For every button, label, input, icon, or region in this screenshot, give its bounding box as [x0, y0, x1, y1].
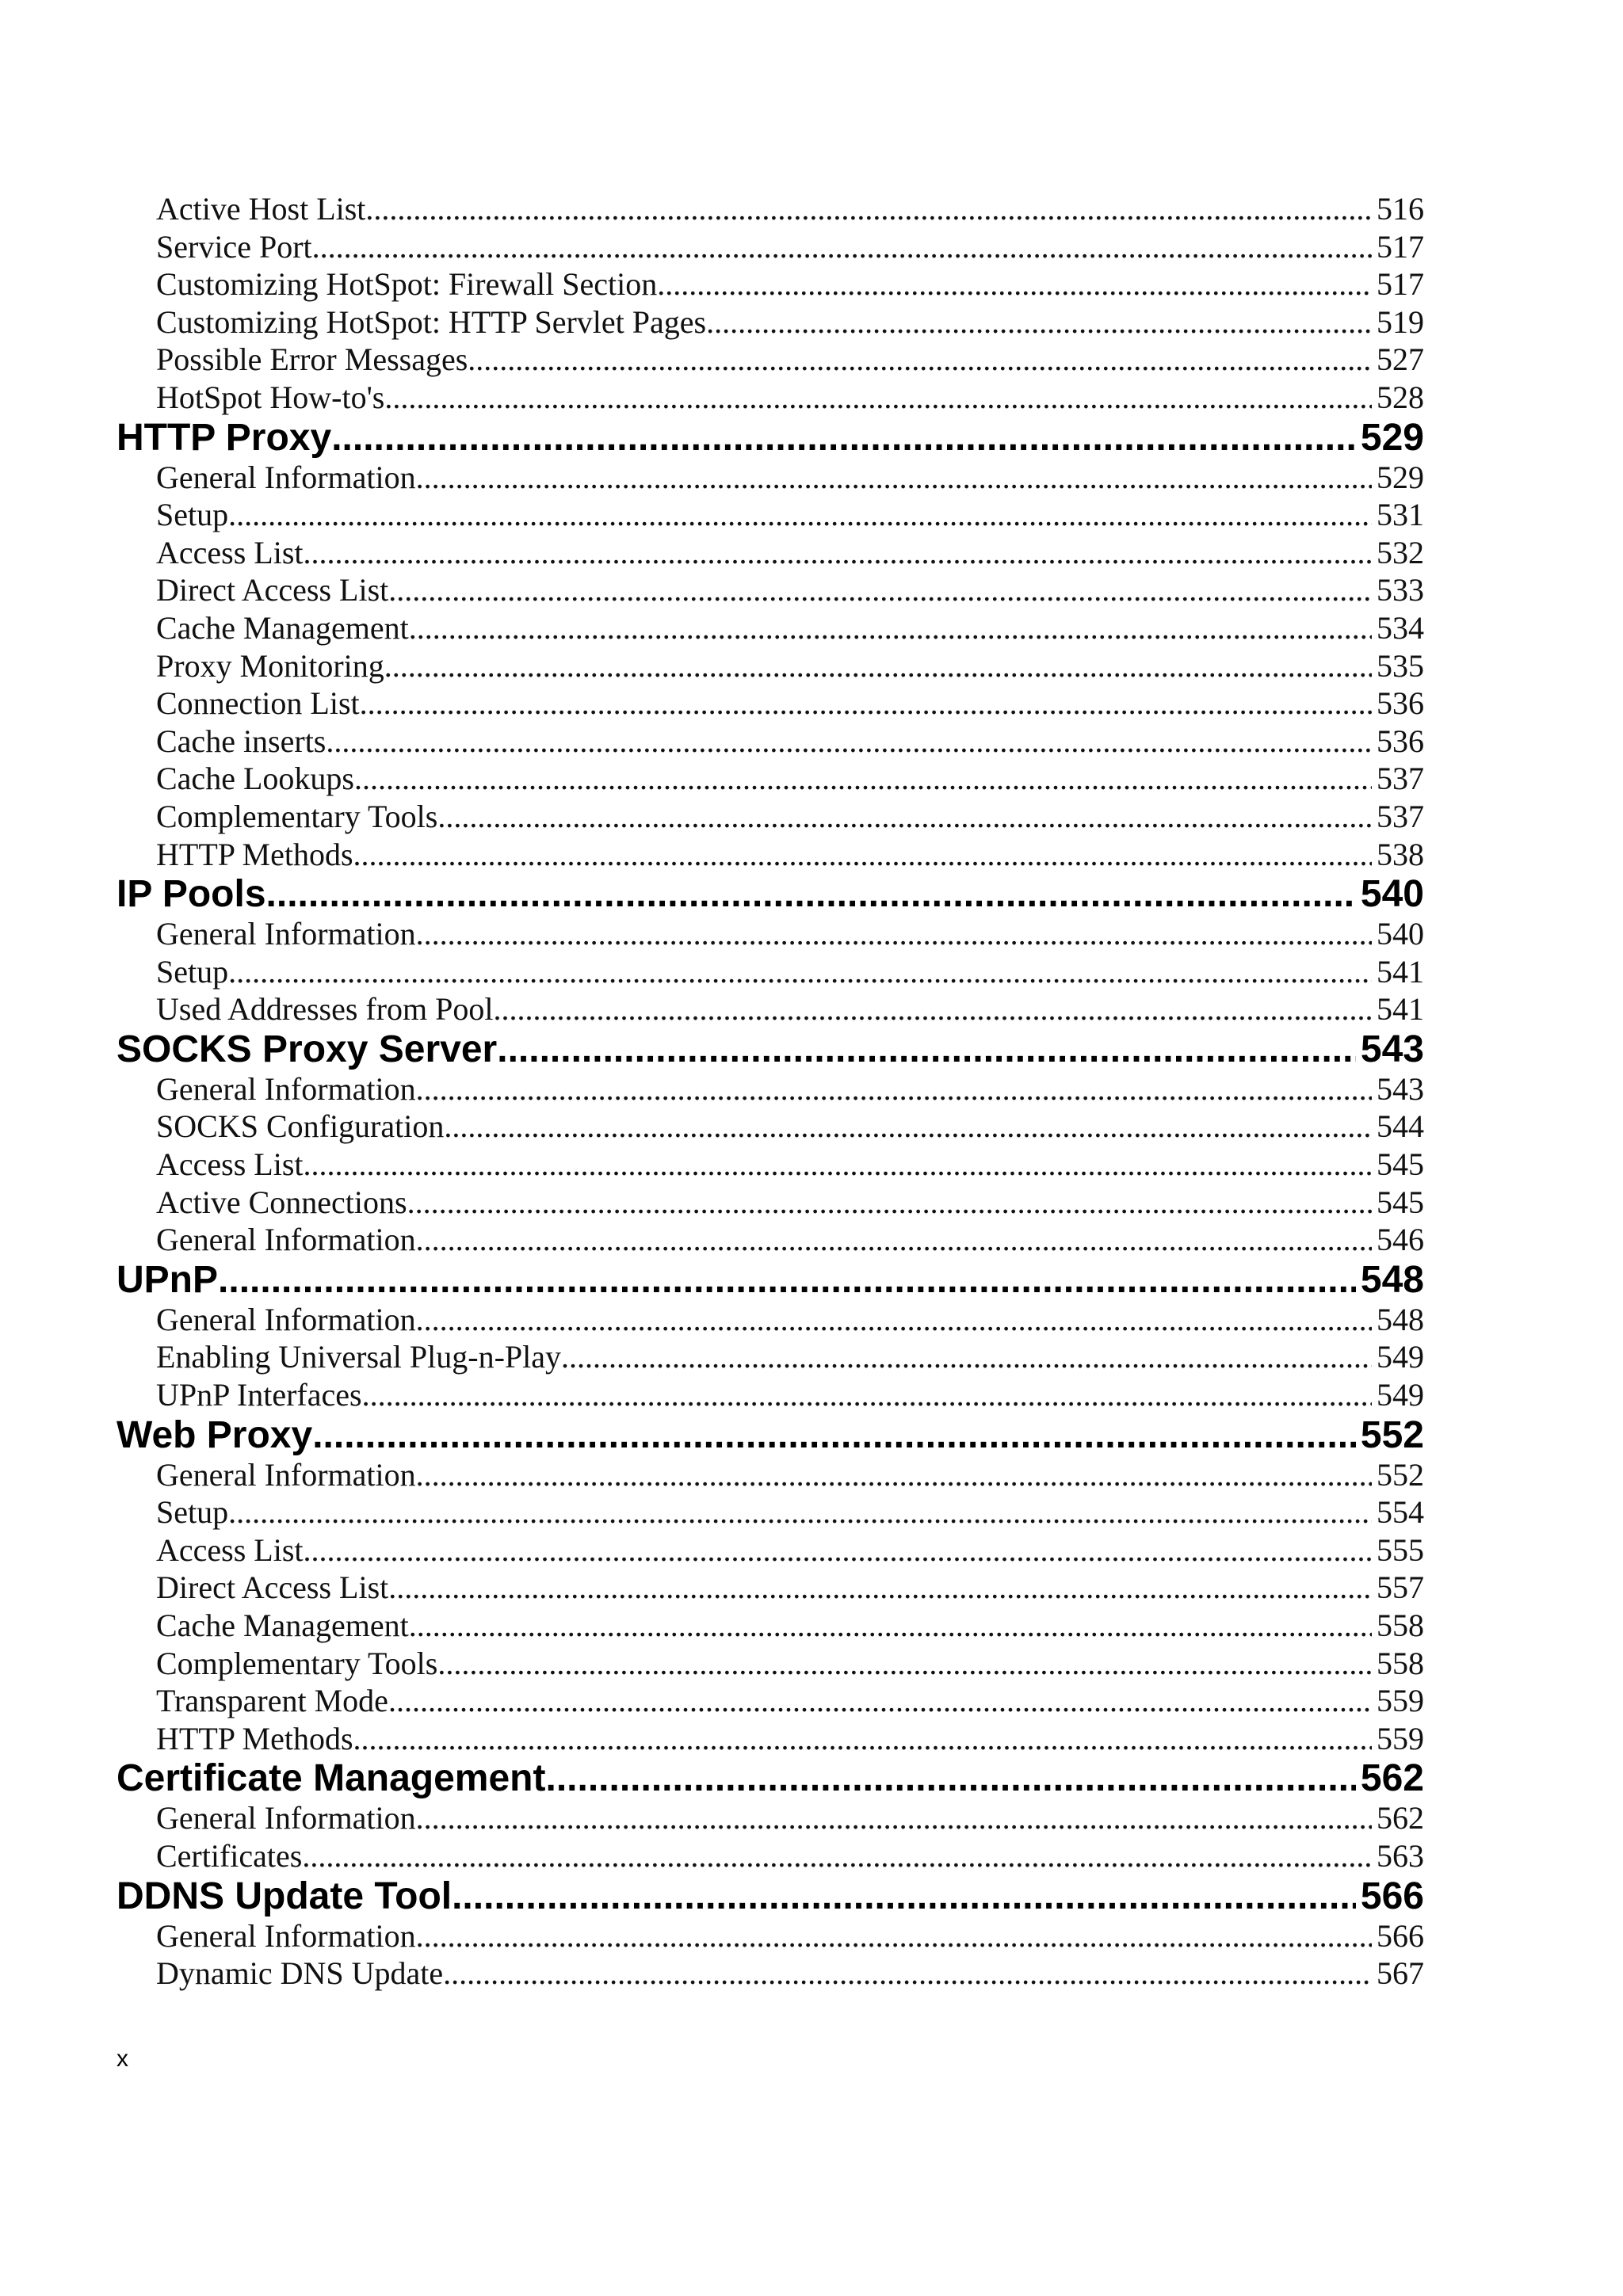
toc-section-entry[interactable]	[116, 1531, 1424, 1569]
toc-entry-title: General Information	[156, 1222, 416, 1258]
toc-entry-page-number: 541	[1377, 991, 1424, 1028]
dot-leader	[312, 1414, 1356, 1456]
toc-chapter-entry[interactable]	[116, 1259, 1424, 1301]
toc-entry-title: Cache Management	[156, 1608, 409, 1643]
toc-section-entry[interactable]	[116, 1070, 1424, 1108]
dot-leader	[416, 1221, 1372, 1259]
dot-leader	[443, 1955, 1372, 1993]
dot-leader	[266, 873, 1356, 915]
dot-leader	[353, 1720, 1372, 1758]
toc-entry-page-number: 554	[1377, 1494, 1424, 1531]
table-of-contents	[116, 190, 1424, 1993]
toc-section-entry[interactable]	[116, 341, 1424, 379]
toc-chapter-entry[interactable]	[116, 1414, 1424, 1456]
toc-entry-title: SOCKS Proxy Server	[116, 1028, 498, 1070]
toc-entry-page-number: 517	[1377, 228, 1424, 265]
toc-entry-title: HTTP Methods	[156, 836, 353, 872]
toc-entry-page-number: 532	[1377, 534, 1424, 570]
dot-leader	[304, 534, 1372, 572]
toc-entry-page-number: 536	[1377, 685, 1424, 722]
dot-leader	[437, 798, 1372, 836]
toc-entry-title: Direct Access List	[156, 1569, 389, 1606]
toc-section-entry[interactable]	[116, 1682, 1424, 1720]
dot-leader	[497, 1028, 1356, 1070]
toc-entry-title: Web Proxy	[116, 1413, 313, 1456]
toc-entry-page-number: 528	[1377, 379, 1424, 415]
toc-entry-title: HTTP Proxy	[116, 416, 332, 459]
toc-entry-title: Access List	[156, 1531, 304, 1568]
toc-entry-page-number: 541	[1377, 953, 1424, 990]
toc-entry-page-number: 538	[1377, 836, 1424, 872]
dot-leader	[353, 836, 1372, 874]
page-number-footer: x	[116, 2046, 128, 2072]
toc-entry-page-number: 540	[1377, 916, 1424, 952]
toc-section-entry[interactable]	[116, 953, 1424, 991]
toc-entry-page-number: 537	[1377, 761, 1424, 797]
toc-entry-title: Used Addresses from Pool	[156, 991, 494, 1028]
toc-entry-title: Enabling Universal Plug-n-Play	[156, 1339, 562, 1375]
dot-leader	[228, 496, 1372, 534]
toc-entry-page-number: 546	[1377, 1222, 1424, 1258]
dot-leader	[326, 723, 1372, 761]
toc-entry-title: HTTP Methods	[156, 1720, 353, 1756]
toc-entry-page-number: 534	[1377, 609, 1424, 646]
dot-leader	[494, 990, 1372, 1028]
dot-leader	[354, 760, 1372, 798]
dot-leader	[452, 1875, 1356, 1917]
toc-entry-title: Access List	[156, 534, 304, 570]
toc-section-entry[interactable]	[116, 1108, 1424, 1146]
toc-entry-page-number: 563	[1377, 1837, 1424, 1874]
toc-entry-page-number: 533	[1377, 572, 1424, 608]
toc-section-entry[interactable]	[116, 836, 1424, 874]
toc-entry-page-number: 535	[1377, 647, 1424, 684]
toc-entry-title: Cache Management	[156, 609, 409, 646]
toc-section-entry[interactable]	[116, 1301, 1424, 1339]
toc-entry-title: DDNS Update Tool	[116, 1875, 453, 1917]
toc-entry-page-number: 543	[1360, 1028, 1424, 1070]
toc-entry-title: Proxy Monitoring	[156, 647, 384, 684]
toc-section-entry[interactable]	[116, 265, 1424, 303]
toc-entry-title: IP Pools	[116, 873, 266, 916]
dot-leader	[365, 190, 1372, 228]
dot-leader	[416, 1456, 1372, 1494]
toc-entry-title: Transparent Mode	[156, 1683, 388, 1719]
toc-entry-page-number: 536	[1377, 723, 1424, 759]
toc-entry-title: Active Connections	[156, 1184, 407, 1220]
dot-leader	[331, 417, 1356, 459]
dot-leader	[388, 1569, 1372, 1607]
toc-entry-page-number: 537	[1377, 798, 1424, 834]
toc-entry-page-number: 555	[1377, 1531, 1424, 1568]
toc-section-entry[interactable]	[116, 1146, 1424, 1184]
dot-leader	[218, 1259, 1356, 1301]
toc-entry-title: Certificates	[156, 1837, 303, 1874]
dot-leader	[444, 1108, 1372, 1146]
dot-leader	[561, 1338, 1372, 1376]
toc-chapter-entry[interactable]	[116, 873, 1424, 915]
toc-section-entry[interactable]	[116, 798, 1424, 836]
toc-section-entry[interactable]	[116, 1338, 1424, 1376]
toc-entry-page-number: 517	[1377, 266, 1424, 303]
toc-entry-title: SOCKS Configuration	[156, 1108, 445, 1145]
dot-leader	[416, 1799, 1372, 1837]
toc-section-entry[interactable]	[116, 1799, 1424, 1837]
toc-entry-title: Cache inserts	[156, 723, 327, 759]
toc-entry-title: General Information	[156, 1917, 416, 1954]
toc-entry-page-number: 529	[1360, 416, 1424, 459]
toc-entry-title: General Information	[156, 1070, 416, 1107]
toc-section-entry[interactable]	[116, 1493, 1424, 1531]
dot-leader	[416, 1917, 1372, 1955]
toc-section-entry[interactable]	[116, 1955, 1424, 1993]
toc-section-entry[interactable]	[116, 1376, 1424, 1414]
dot-leader	[360, 685, 1372, 723]
toc-entry-page-number: 516	[1377, 191, 1424, 227]
toc-entry-title: Access List	[156, 1146, 304, 1183]
dot-leader	[437, 1645, 1372, 1683]
toc-entry-title: General Information	[156, 1800, 416, 1836]
toc-entry-title: UPnP	[116, 1258, 219, 1301]
toc-entry-page-number: 566	[1377, 1917, 1424, 1954]
dot-leader	[407, 1184, 1372, 1222]
toc-section-entry[interactable]	[116, 459, 1424, 497]
toc-section-entry[interactable]	[116, 990, 1424, 1028]
toc-section-entry[interactable]	[116, 1917, 1424, 1955]
toc-entry-title: UPnP Interfaces	[156, 1377, 362, 1413]
dot-leader	[384, 647, 1372, 685]
dot-leader	[409, 1607, 1372, 1645]
toc-entry-title: Cache Lookups	[156, 761, 354, 797]
toc-entry-page-number: 552	[1377, 1456, 1424, 1493]
dot-leader	[416, 459, 1372, 497]
dot-leader	[409, 609, 1372, 647]
toc-section-entry[interactable]	[116, 1607, 1424, 1645]
dot-leader	[416, 1070, 1372, 1108]
toc-entry-title: Service Port	[156, 228, 312, 265]
dot-leader	[468, 341, 1372, 379]
toc-section-entry[interactable]	[116, 571, 1424, 609]
toc-section-entry[interactable]	[116, 1720, 1424, 1758]
toc-entry-page-number: 548	[1377, 1301, 1424, 1337]
toc-entry-title: Customizing HotSpot: HTTP Servlet Pages	[156, 303, 707, 340]
toc-entry-title: Complementary Tools	[156, 1645, 438, 1681]
dot-leader	[304, 1146, 1372, 1184]
toc-entry-title: General Information	[156, 916, 416, 952]
toc-entry-title: Customizing HotSpot: Firewall Section	[156, 266, 658, 303]
dot-leader	[388, 571, 1372, 609]
toc-entry-page-number: 566	[1360, 1875, 1424, 1917]
toc-entry-title: Setup	[156, 1494, 229, 1531]
toc-entry-page-number: 559	[1377, 1720, 1424, 1756]
toc-section-entry[interactable]	[116, 1184, 1424, 1222]
toc-entry-page-number: 545	[1377, 1146, 1424, 1183]
dot-leader	[657, 265, 1372, 303]
toc-entry-page-number: 562	[1377, 1800, 1424, 1836]
toc-entry-page-number: 549	[1377, 1339, 1424, 1375]
toc-entry-title: General Information	[156, 1456, 416, 1493]
toc-entry-page-number: 548	[1360, 1258, 1424, 1301]
dot-leader	[545, 1757, 1355, 1799]
toc-entry-page-number: 557	[1377, 1569, 1424, 1606]
toc-entry-page-number: 527	[1377, 341, 1424, 378]
toc-entry-page-number: 549	[1377, 1377, 1424, 1413]
toc-section-entry[interactable]	[116, 228, 1424, 266]
toc-entry-title: Direct Access List	[156, 572, 389, 608]
toc-chapter-entry[interactable]	[116, 1875, 1424, 1917]
dot-leader	[416, 1301, 1372, 1339]
toc-entry-page-number: 567	[1377, 1955, 1424, 1992]
toc-section-entry[interactable]	[116, 760, 1424, 798]
toc-section-entry[interactable]	[116, 1569, 1424, 1607]
dot-leader	[302, 1837, 1372, 1875]
dot-leader	[384, 379, 1372, 417]
dot-leader	[388, 1682, 1372, 1720]
toc-section-entry[interactable]	[116, 723, 1424, 761]
toc-section-entry[interactable]	[116, 609, 1424, 647]
toc-entry-page-number: 544	[1377, 1108, 1424, 1145]
toc-entry-page-number: 540	[1360, 873, 1424, 916]
toc-section-entry[interactable]	[116, 1456, 1424, 1494]
toc-section-entry[interactable]	[116, 190, 1424, 228]
toc-entry-title: Certificate Management	[116, 1757, 546, 1800]
dot-leader	[228, 953, 1372, 991]
toc-entry-page-number: 558	[1377, 1645, 1424, 1681]
toc-entry-page-number: 529	[1377, 459, 1424, 495]
toc-entry-page-number: 559	[1377, 1683, 1424, 1719]
toc-entry-page-number: 552	[1360, 1413, 1424, 1456]
toc-section-entry[interactable]	[116, 647, 1424, 685]
toc-entry-page-number: 562	[1360, 1757, 1424, 1800]
toc-section-entry[interactable]	[116, 1645, 1424, 1683]
toc-entry-page-number: 543	[1377, 1070, 1424, 1107]
toc-section-entry[interactable]	[116, 496, 1424, 534]
toc-entry-title: Connection List	[156, 685, 360, 722]
toc-entry-page-number: 531	[1377, 497, 1424, 533]
dot-leader	[304, 1531, 1372, 1569]
dot-leader	[228, 1493, 1372, 1531]
toc-section-entry[interactable]	[116, 379, 1424, 417]
toc-section-entry[interactable]	[116, 534, 1424, 572]
dot-leader	[416, 915, 1372, 953]
toc-entry-title: Active Host List	[156, 191, 366, 227]
dot-leader	[706, 303, 1372, 341]
toc-section-entry[interactable]	[116, 303, 1424, 341]
toc-entry-title: Possible Error Messages	[156, 341, 468, 378]
toc-chapter-entry[interactable]	[116, 417, 1424, 459]
toc-entry-title: HotSpot How-to's	[156, 379, 385, 415]
toc-section-entry[interactable]	[116, 685, 1424, 723]
toc-chapter-entry[interactable]	[116, 1757, 1424, 1799]
toc-entry-title: General Information	[156, 459, 416, 495]
toc-section-entry[interactable]	[116, 1221, 1424, 1259]
dot-leader	[312, 228, 1372, 266]
toc-entry-title: General Information	[156, 1301, 416, 1337]
toc-section-entry[interactable]	[116, 915, 1424, 953]
toc-entry-title: Setup	[156, 497, 229, 533]
toc-entry-title: Dynamic DNS Update	[156, 1955, 444, 1992]
toc-section-entry[interactable]	[116, 1837, 1424, 1875]
toc-entry-title: Complementary Tools	[156, 798, 438, 834]
toc-entry-page-number: 545	[1377, 1184, 1424, 1220]
toc-entry-page-number: 558	[1377, 1608, 1424, 1643]
toc-entry-title: Setup	[156, 953, 229, 990]
toc-chapter-entry[interactable]	[116, 1028, 1424, 1070]
toc-entry-page-number: 519	[1377, 303, 1424, 340]
dot-leader	[362, 1376, 1372, 1414]
